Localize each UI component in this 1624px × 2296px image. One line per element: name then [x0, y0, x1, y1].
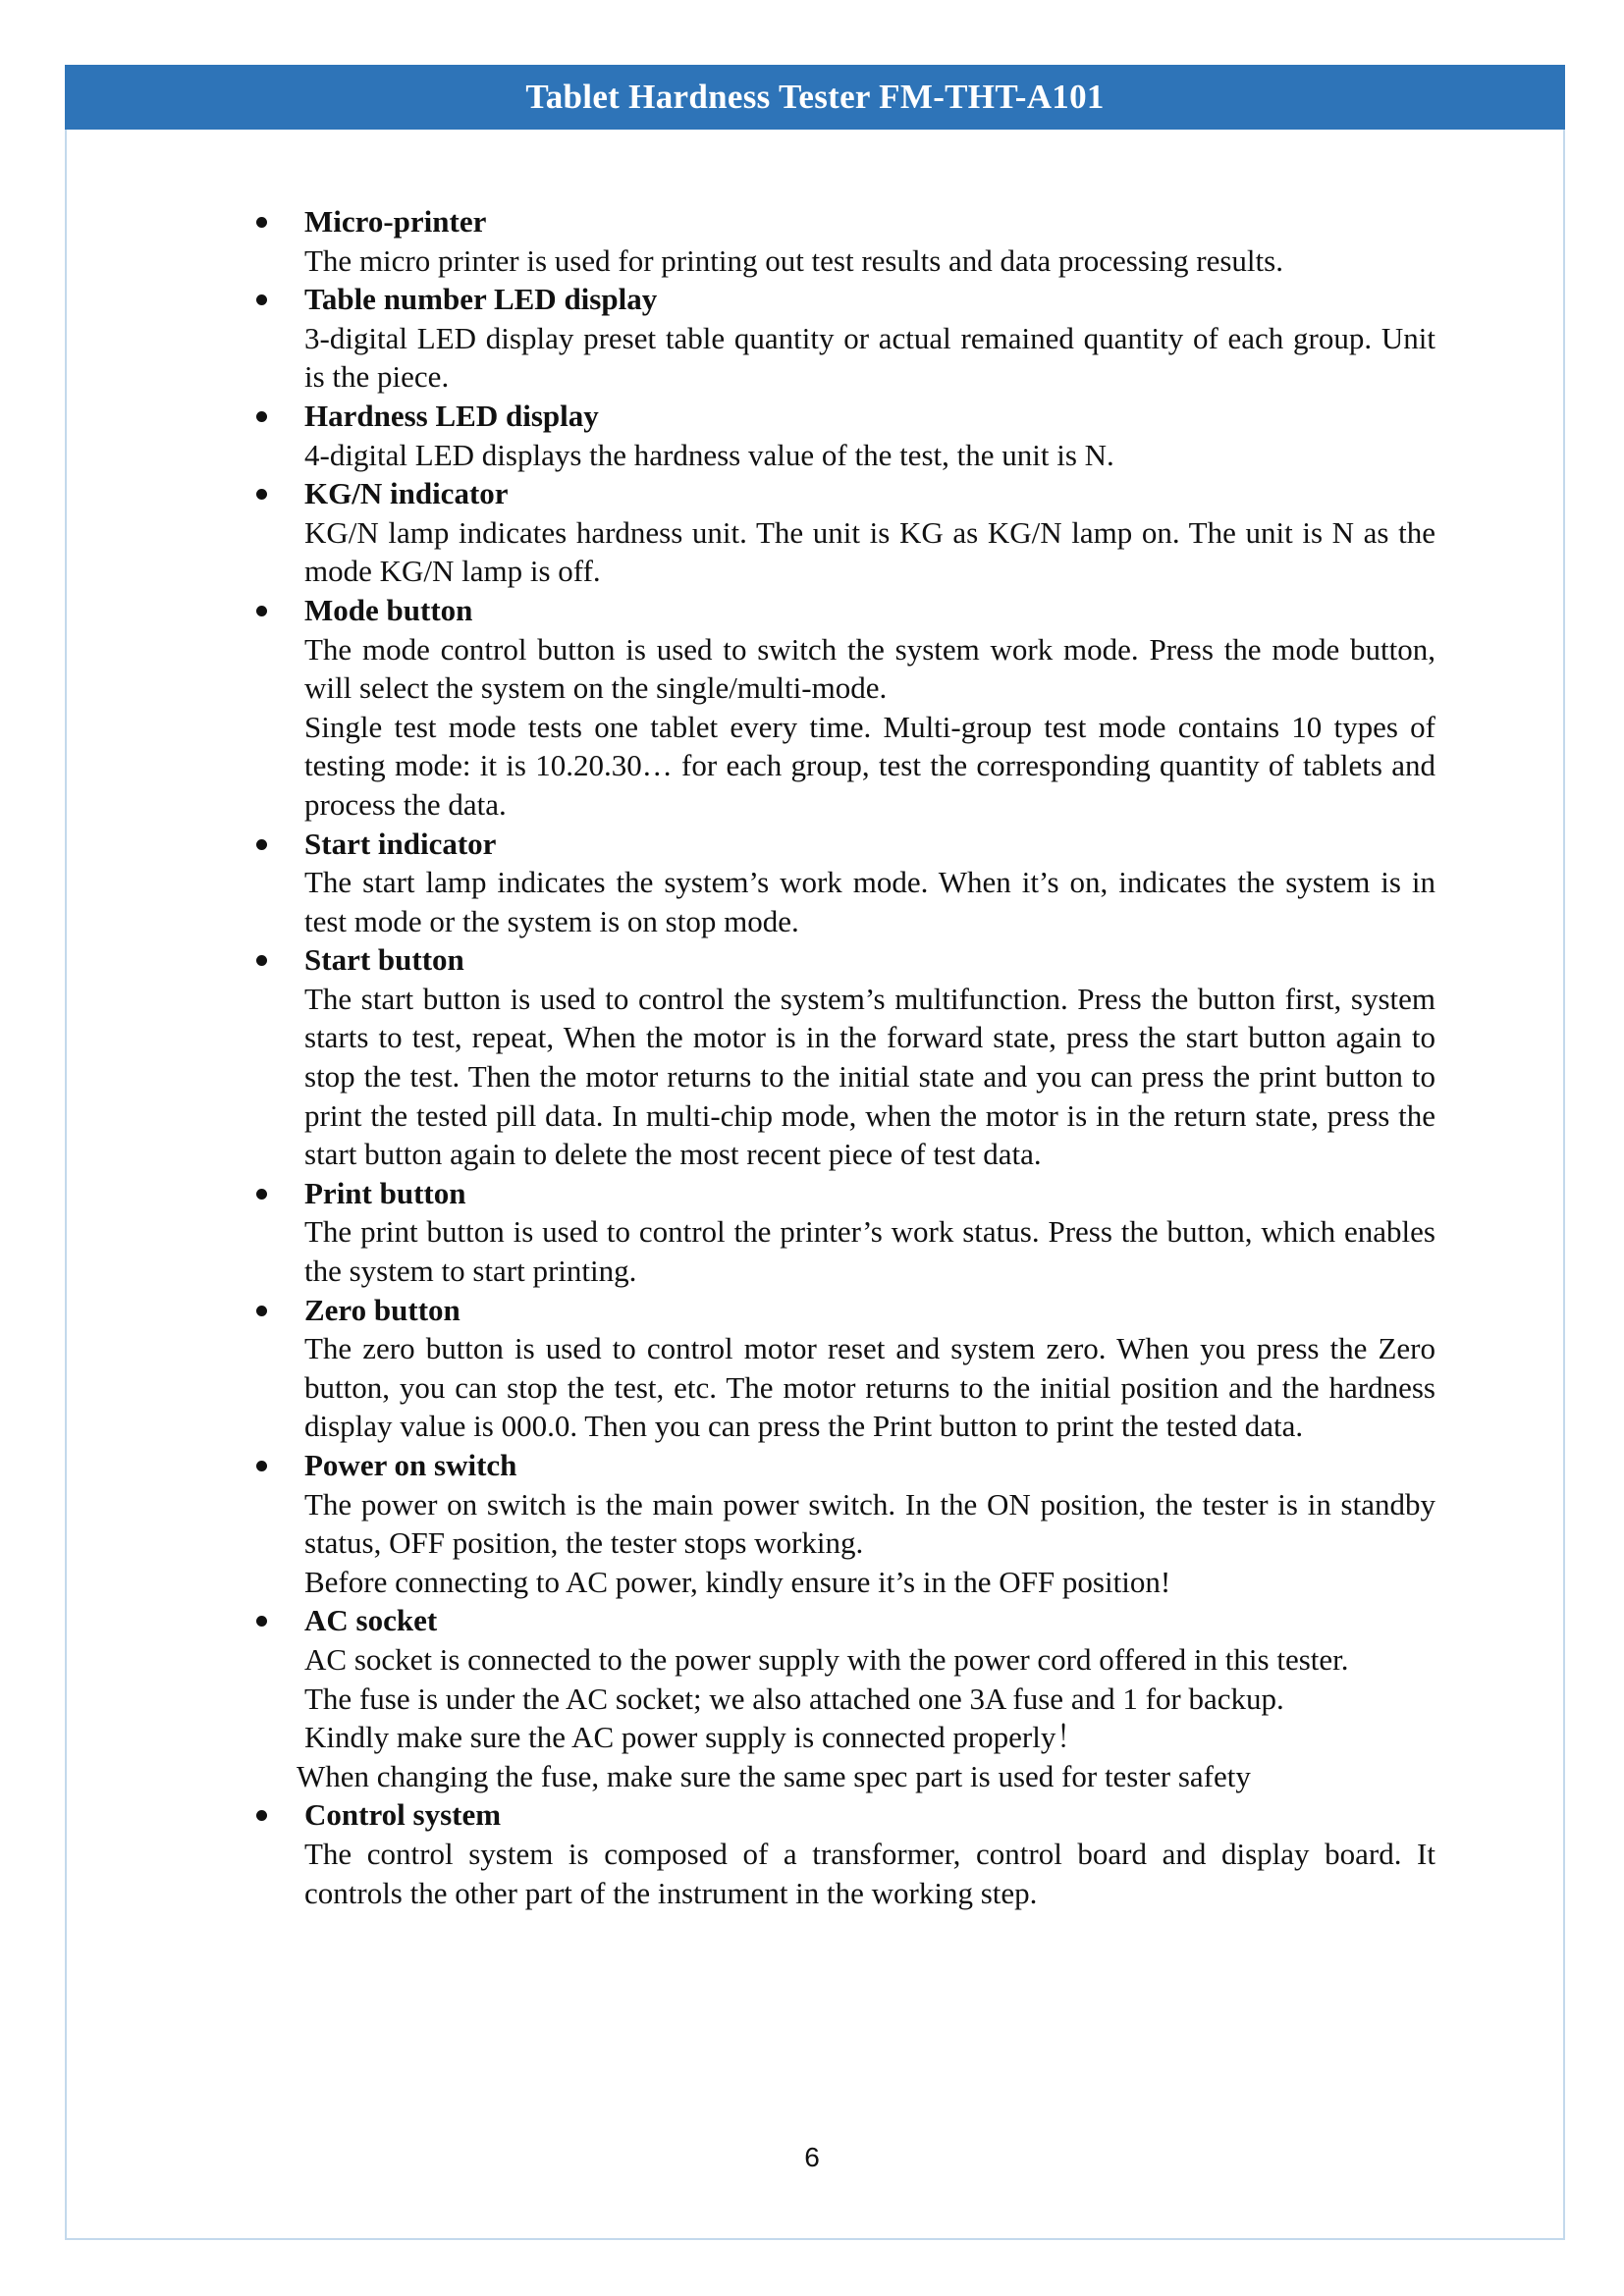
list-item-micro-printer: [245, 202, 1435, 280]
list-item-ac-socket: [245, 1601, 1435, 1795]
list-item-hardness-led-display: [245, 397, 1435, 474]
bullet-icon: [256, 1189, 267, 1200]
item-title: Start indicator: [304, 826, 497, 861]
item-title: Mode button: [304, 592, 473, 627]
item-description: Kindly make sure the AC power supply is connected properly！: [304, 1720, 1087, 1755]
item-title: Zero button: [304, 1292, 460, 1327]
bullet-icon: [256, 606, 267, 616]
bullet-icon: [256, 1306, 267, 1316]
item-description: The zero button is used to control motor reset and system zero. When you press the Zero button, you can stop the test, etc. The motor returns to the initial position and the hardness display value is 000.0. Then you can press the Print button to print the tested data.: [304, 1331, 1435, 1444]
bullet-icon: [256, 1616, 267, 1627]
item-title: Table number LED display: [304, 282, 658, 317]
list-item-start-indicator: [245, 825, 1435, 941]
item-description: The start lamp indicates the system’s work mode. When it’s on, indicates the system is in test mode or the system is on stop mode.: [304, 865, 1435, 938]
bullet-icon: [256, 1810, 267, 1821]
item-description: The print button is used to control the printer’s work status. Press the button, which enables the system to start printing.: [304, 1214, 1435, 1289]
list-item-control-system: [245, 1795, 1435, 1912]
item-description: The control system is composed of a transformer, control board and display board. It controls the other part of the instrument in the working step.: [304, 1836, 1435, 1910]
document-title: Tablet Hardness Tester FM-THT-A101: [525, 78, 1105, 116]
bullet-icon: [256, 217, 267, 228]
item-note: When changing the fuse, make sure the same spec part is used for tester safety: [297, 1758, 1251, 1793]
list-item-zero-button: [245, 1291, 1435, 1446]
item-description: AC socket is connected to the power supply with the power cord offered in this tester.: [304, 1641, 1349, 1677]
item-description: The fuse is under the AC socket; we also attached one 3A fuse and 1 for backup.: [304, 1681, 1284, 1716]
bullet-icon: [256, 489, 267, 500]
list-item-table-number-led-display: [245, 280, 1435, 397]
item-title: Control system: [304, 1797, 502, 1833]
list-item-start-button: [245, 940, 1435, 1174]
item-title: AC socket: [304, 1603, 438, 1638]
list-item-mode-button: [245, 591, 1435, 825]
bullet-icon: [256, 1461, 267, 1471]
item-description: KG/N lamp indicates hardness unit. The unit is KG as KG/N lamp on. The unit is N as the mode KG/N lamp is off.: [304, 514, 1435, 589]
item-description: 3-digital LED display preset table quantity or actual remained quantity of each group. Unit is the piece.: [304, 320, 1435, 395]
list-item-power-on-switch: [245, 1446, 1435, 1601]
item-description: Before connecting to AC power, kindly ensure it’s in the OFF position!: [304, 1564, 1171, 1599]
item-title: Power on switch: [304, 1448, 517, 1482]
bullet-icon: [256, 294, 267, 305]
bullet-icon: [256, 955, 267, 966]
item-title: KG/N indicator: [304, 476, 509, 511]
page-number: 6: [804, 2142, 820, 2172]
item-title: Micro-printer: [304, 204, 487, 239]
feature-list: [245, 202, 1435, 1912]
item-description: The power on switch is the main power switch. In the ON position, the tester is in standby status, OFF position, the tester stops working.: [304, 1486, 1435, 1561]
list-item-print-button: [245, 1174, 1435, 1291]
bullet-icon: [256, 411, 267, 422]
document-header: [65, 65, 1565, 130]
item-description: The micro printer is used for printing out test results and data processing results.: [304, 242, 1283, 278]
item-description: The start button is used to control the system’s multifunction. Press the button first, system starts to test, repeat, When the motor is in the forward state, press the start button again to stop the test. Then the motor returns to the initial state and you can press the print button to print the tested pill data. In multi-chip mode, when the motor is in the return state, press the start button again to delete the most recent piece of test data.: [304, 981, 1435, 1172]
item-description: Single test mode tests one tablet every time. Multi-group test mode contains 10 types of testing mode: it is 10.20.30… for each group, test the corresponding quantity of tablets and process the data.: [304, 709, 1435, 822]
item-title: Hardness LED display: [304, 398, 599, 433]
bullet-icon: [256, 839, 267, 850]
item-description: The mode control button is used to switch the system work mode. Press the mode button, will select the system on the single/multi-mode.: [304, 631, 1435, 706]
item-description: 4-digital LED displays the hardness value of the test, the unit is N.: [304, 437, 1114, 472]
item-title: Start button: [304, 942, 464, 978]
item-title: Print button: [304, 1175, 466, 1210]
list-item-kg-n-indicator: [245, 474, 1435, 591]
